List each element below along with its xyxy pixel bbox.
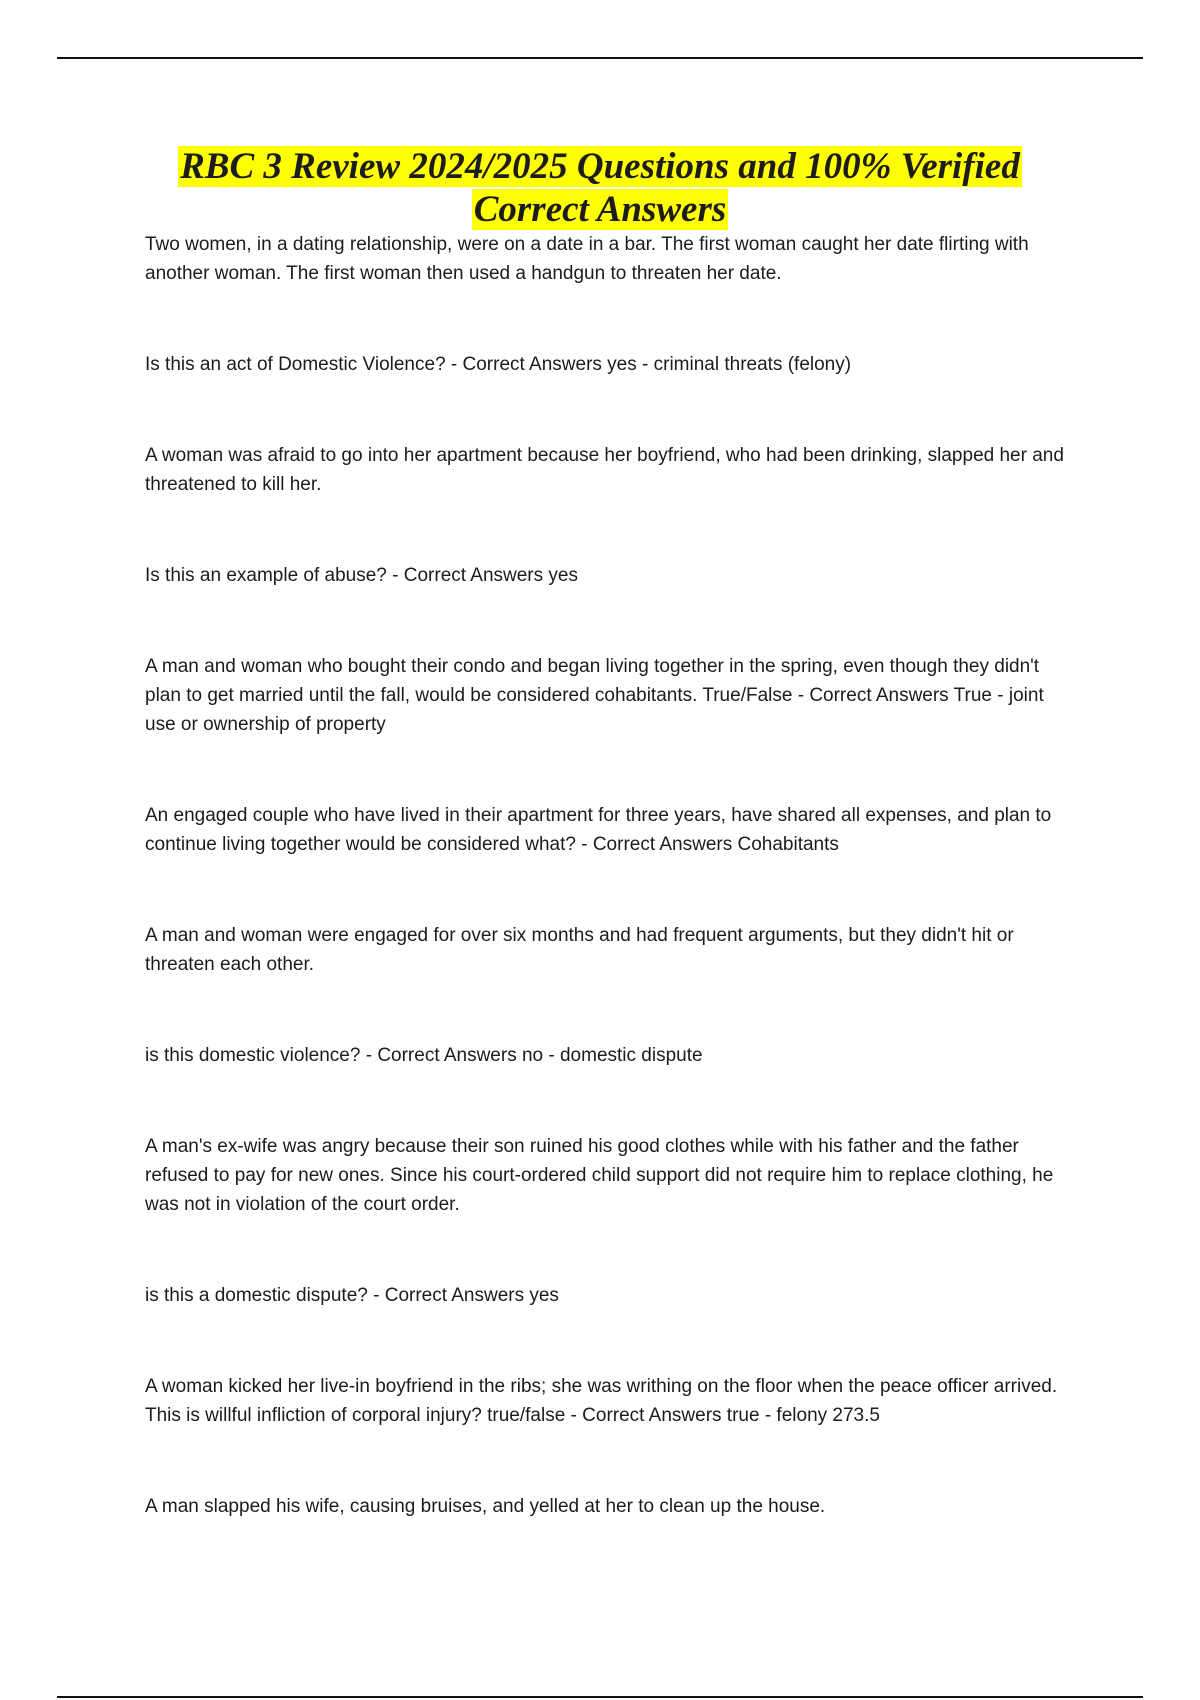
question-paragraph: A man slapped his wife, causing bruises, and yelled at her to clean up the house. [145, 1496, 826, 1517]
top-divider [57, 57, 1143, 59]
document-title [90, 145, 1110, 231]
bottom-divider [57, 1696, 1143, 1698]
document-title-line-1: RBC 3 Review 2024/2025 Questions and 100% Verified [180, 146, 1020, 187]
document-body [145, 230, 1065, 1521]
question-answer-paragraph: A man and woman who bought their condo and began living together in the spring, even though they didn't plan to get married until the fall, would be considered cohabitants. True/False - Correct Answers True - joint use or ownership of property [145, 656, 1044, 735]
question-answer-paragraph: A woman kicked her live-in boyfriend in the ribs; she was writhing on the floor when the peace officer arrived. This is willful infliction of corporal injury? true/false - Correct Answers true - felony 273.5 [145, 1376, 1058, 1426]
question-answer-paragraph: An engaged couple who have lived in their apartment for three years, have shared all expenses, and plan to continue living together would be considered what? - Correct Answers Cohabitants [145, 805, 1052, 855]
answer-paragraph: is this a domestic dispute? - Correct Answers yes [145, 1285, 559, 1306]
question-paragraph: A man's ex-wife was angry because their son ruined his good clothes while with his father and the father refused to pay for new ones. Since his court-ordered child support did not require him to replace clothing, he was not in violation of the court order. [145, 1136, 1054, 1215]
document-title-line-2: Correct Answers [473, 189, 727, 230]
answer-paragraph: Is this an example of abuse? - Correct Answers yes [145, 565, 578, 586]
answer-paragraph: Is this an act of Domestic Violence? - Correct Answers yes - criminal threats (felony) [145, 354, 852, 375]
question-paragraph: A woman was afraid to go into her apartment because her boyfriend, who had been drinking, slapped her and threatened to kill her. [145, 445, 1064, 495]
question-paragraph: A man and woman were engaged for over six months and had frequent arguments, but they didn't hit or threaten each other. [145, 925, 1014, 975]
answer-paragraph: is this domestic violence? - Correct Answers no - domestic dispute [145, 1045, 703, 1066]
question-paragraph: Two women, in a dating relationship, were on a date in a bar. The first woman caught her date flirting with another woman. The first woman then used a handgun to threaten her date. [145, 234, 1029, 284]
